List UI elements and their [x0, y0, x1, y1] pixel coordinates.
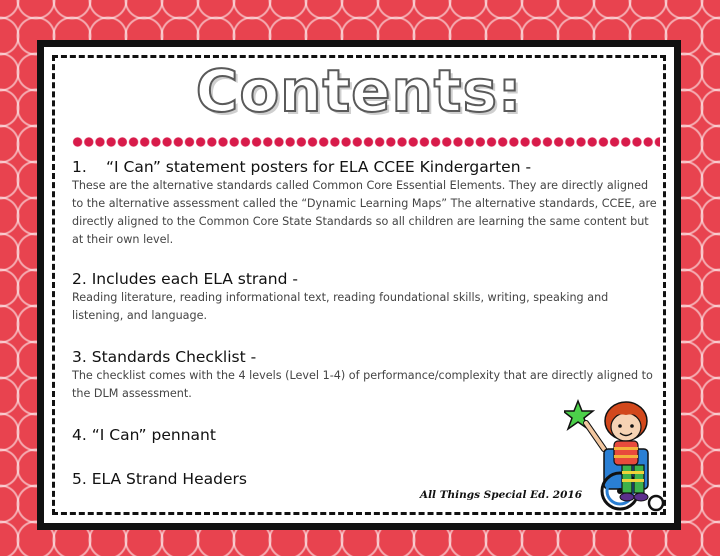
- item-description: These are the alternative standards called Common Core Essential Elements. They are directly aligned to the alternative assessment called the “Dynamic Learning Maps” The alternative standards, CCEE, are directly aligned to the Common Core State Standards so all children are learning the same content but at their own level.: [72, 179, 657, 246]
- item-title: “I Can” statement posters for ELA CCEE Kindergarten -: [106, 158, 532, 176]
- item-number: 3.: [72, 348, 87, 366]
- credit-text: All Things Special Ed. 2016: [419, 489, 582, 501]
- item-description: Reading literature, reading informational text, reading foundational skills, writing, speaking and listening, and language.: [72, 291, 609, 322]
- item-number: 1.: [72, 158, 87, 176]
- item-heading: [72, 269, 662, 289]
- item-title: Includes each ELA strand -: [91, 270, 298, 288]
- contents-card: [37, 40, 681, 530]
- dotted-divider: [72, 136, 660, 148]
- item-title: “I Can” pennant: [91, 426, 216, 444]
- page-title: Contents:: [195, 57, 523, 125]
- item-number: 2.: [72, 270, 87, 288]
- item-number: 5.: [72, 470, 87, 488]
- item-title: ELA Strand Headers: [91, 470, 247, 488]
- item-title: Standards Checklist -: [91, 348, 257, 366]
- item-number: 4.: [72, 426, 87, 444]
- item-description: The checklist comes with the 4 levels (Level 1-4) of performance/complexity that are directly aligned to the DLM assessment.: [72, 369, 653, 400]
- contents-item-1: [72, 157, 662, 249]
- contents-item-2: [72, 269, 662, 325]
- item-heading: [72, 347, 662, 367]
- item-heading: [72, 157, 662, 177]
